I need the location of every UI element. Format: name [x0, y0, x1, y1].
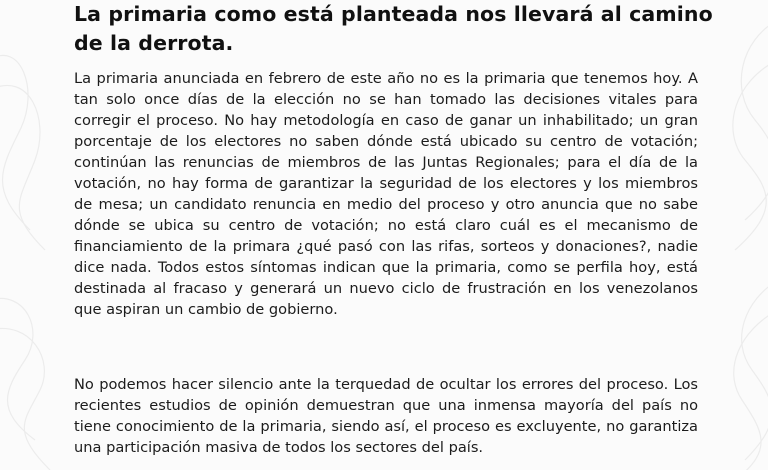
document-title: La primaria como está planteada nos llevará al camino de la derrota. — [74, 2, 713, 55]
paragraph-2: No podemos hacer silencio ante la terquedad de ocultar los errores del proceso. Los recientes estudios de opinión demuestran que una inmensa mayoría del país no tiene conocimiento de la primaria, siendo así, el proceso es excluyente, no garantiza una participación masiva de todos los sectores del país. — [74, 376, 698, 456]
paragraph-1: La primaria anunciada en febrero de este año no es la primaria que tenemos hoy. A tan solo once días de la elección no se han tomado las decisiones vitales para corregir el proceso. No hay metodología en caso de ganar un inhabilitado; un gran porcentaje de los electores no saben dónde está ubicado su centro de votación; continúan las renuncias de miembros de las Juntas Regionales; para el día de la votación, no hay forma de garantizar la seguridad de los electores y los miembros de mesa; un candidato renuncia en medio del proceso y otro anuncia que no sabe dónde se ubica su centro de votación; no está claro cuál es el mecanismo de financiamiento de la primara ¿qué pasó con las rifas, sorteos y donaciones?, nadie dice nada. Todos estos síntomas indican que la primaria, como se perfila hoy, está destinada al fracaso y generará un nuevo ciclo de frustración en los venezolanos que aspiran un cambio de gobierno. — [74, 70, 698, 318]
